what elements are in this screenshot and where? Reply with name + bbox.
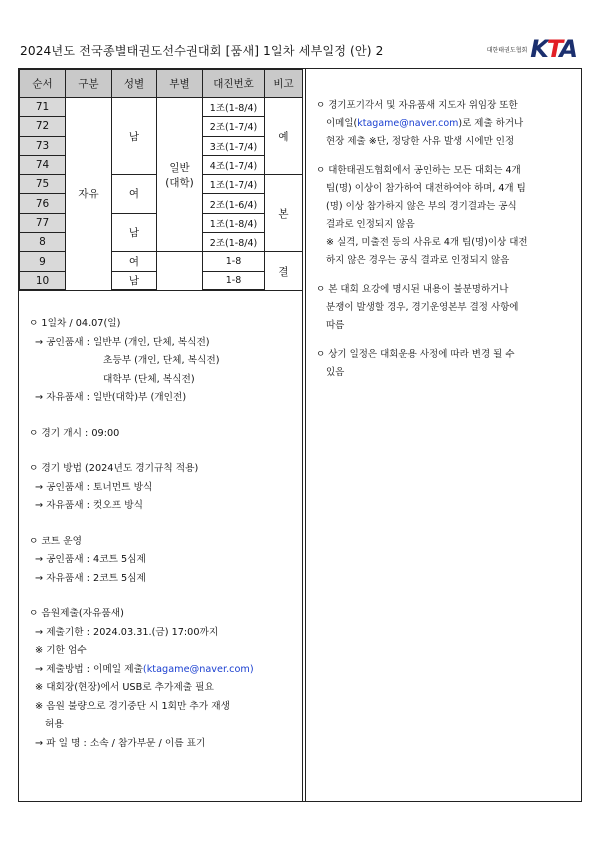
column-header: 순서 <box>20 70 66 98</box>
table-row <box>20 252 303 271</box>
column-header: 구분 <box>66 70 112 98</box>
remark-cell: 예 <box>265 98 303 175</box>
bracket-cell: 1조(1-8/4) <box>203 213 265 232</box>
note-line: 초등부 (개인, 단체, 복식전) <box>103 355 220 366</box>
logo-mark: KTA <box>530 35 576 63</box>
note-line: ㅇ 1일차 / 04.07(일) <box>29 318 121 329</box>
note-line: → 공인품새 : 4코트 5심제 <box>35 554 146 565</box>
note-line: → 자유품새 : 컷오프 방식 <box>35 500 143 511</box>
note-line: ※ 음원 불량으로 경기중단 시 1회만 추가 재생 <box>35 700 230 712</box>
note-line: 대학부 (단체, 복식전) <box>103 373 195 385</box>
division-cell-empty <box>157 252 203 291</box>
bracket-cell: 1-8 <box>203 252 265 271</box>
note-line: ㅇ 경기 개시 : 09:00 <box>29 427 120 439</box>
order-cell: 8 <box>20 233 66 252</box>
logo-text: 대한태권도협회 <box>486 46 528 54</box>
kta-logo <box>487 34 576 64</box>
table-header-row <box>20 70 303 98</box>
bracket-cell: 1-8 <box>203 271 265 290</box>
column-header: 대진번호 <box>203 70 265 98</box>
note-line: 허용 <box>45 719 64 730</box>
note-line: → 공인품새 : 토너먼트 방식 <box>35 481 153 493</box>
note-line: ㅇ 경기 방법 (2024년도 경기규칙 적용) <box>29 463 199 474</box>
bracket-cell: 2조(1-8/4) <box>203 233 265 252</box>
remark-cell: 결 <box>265 252 303 291</box>
note-line: ㅇ 코트 운영 <box>29 535 82 547</box>
note-line: ※ 대회장(현장)에서 USB로 추가제출 필요 <box>35 682 214 693</box>
email-link[interactable]: (ktagame@naver.com) <box>142 663 254 675</box>
order-cell: 9 <box>20 252 66 271</box>
remark-cell: 본 <box>265 175 303 252</box>
division-cell: 일반 (대학) <box>157 98 203 252</box>
bracket-cell: 4조(1-7/4) <box>203 155 265 174</box>
note-line: ※ 기한 엄수 <box>35 645 87 656</box>
note-line: → 자유품새 : 일반(대학)부 (개인전) <box>35 392 187 403</box>
note-line: → 파 일 명 : 소속 / 참가부문 / 이름 표기 <box>35 737 206 749</box>
gender-cell: 남 <box>112 98 157 175</box>
order-cell: 76 <box>20 194 66 213</box>
order-cell: 77 <box>20 213 66 232</box>
note-line: → 자유품새 : 2코트 5심제 <box>35 572 146 584</box>
page-header <box>18 34 582 68</box>
page-title: 2024년도 전국종별태권도선수권대회 [품새] 1일차 세부일정 (안) 2 <box>20 44 384 58</box>
gender-cell: 남 <box>112 213 157 252</box>
column-header: 비고 <box>265 70 303 98</box>
email-link[interactable]: ktagame@naver.com <box>357 118 459 129</box>
order-cell: 10 <box>20 271 66 290</box>
document-frame <box>18 68 582 802</box>
order-cell: 74 <box>20 155 66 174</box>
note-line: → 공인품새 : 일반부 (개인, 단체, 복식전) <box>35 336 210 348</box>
column-header: 성별 <box>112 70 157 98</box>
note-paragraph: ㅇ 상기 일정은 대회운용 사정에 따라 변경 될 수 있음 <box>316 349 515 378</box>
note-line: ㅇ 음원제출(자유품새) <box>29 608 124 619</box>
gender-cell: 여 <box>112 252 157 271</box>
note-paragraph: ㅇ 대한태권도협회에서 공인하는 모든 대회는 4개 팀(명) 이상이 참가하여 대전하여야 하며, 4개 팀 (명) 이상 참가하지 않은 부의 경기결과는 공식 결과로 인정되지 않음 ※ 실격, 미출전 등의 사유로 4개 팀(명)이상 대전 하지 않은 경우는 공식 결과로 인정되지 않음 <box>316 165 528 266</box>
order-cell: 71 <box>20 98 66 117</box>
column-header: 부별 <box>157 70 203 98</box>
right-notes <box>316 97 578 393</box>
bracket-cell: 1조(1-7/4) <box>203 175 265 194</box>
order-cell: 73 <box>20 136 66 155</box>
gender-cell: 여 <box>112 175 157 214</box>
bracket-cell: 1조(1-8/4) <box>203 98 265 117</box>
order-cell: 72 <box>20 117 66 136</box>
order-cell: 75 <box>20 175 66 194</box>
schedule-table <box>19 69 303 291</box>
note-paragraph: ㅇ 본 대회 요강에 명시된 내용이 불분명하거나 분쟁이 발생할 경우, 경기운영본부 결정 사항에 따름 <box>316 284 519 331</box>
bracket-cell: 2조(1-7/4) <box>203 117 265 136</box>
note-line: → 제출기한 : 2024.03.31.(금) 17:00까지 <box>35 626 219 638</box>
left-notes <box>29 315 297 753</box>
bracket-cell: 2조(1-6/4) <box>203 194 265 213</box>
table-row <box>20 98 303 117</box>
note-paragraph: ㅇ 경기포기각서 및 자유품새 지도자 위임장 또한 이메일(ktagame@naver.com)로 제출 하거나 현장 제출 ※단, 정당한 사유 발생 시에만 인정 <box>316 100 524 147</box>
gender-cell: 남 <box>112 271 157 290</box>
left-column <box>19 69 302 801</box>
bracket-cell: 3조(1-7/4) <box>203 136 265 155</box>
right-column <box>306 69 581 801</box>
category-cell: 자유 <box>66 98 112 291</box>
note-line: → 제출방법 : 이메일 제출(ktagame@naver.com) <box>35 663 254 675</box>
